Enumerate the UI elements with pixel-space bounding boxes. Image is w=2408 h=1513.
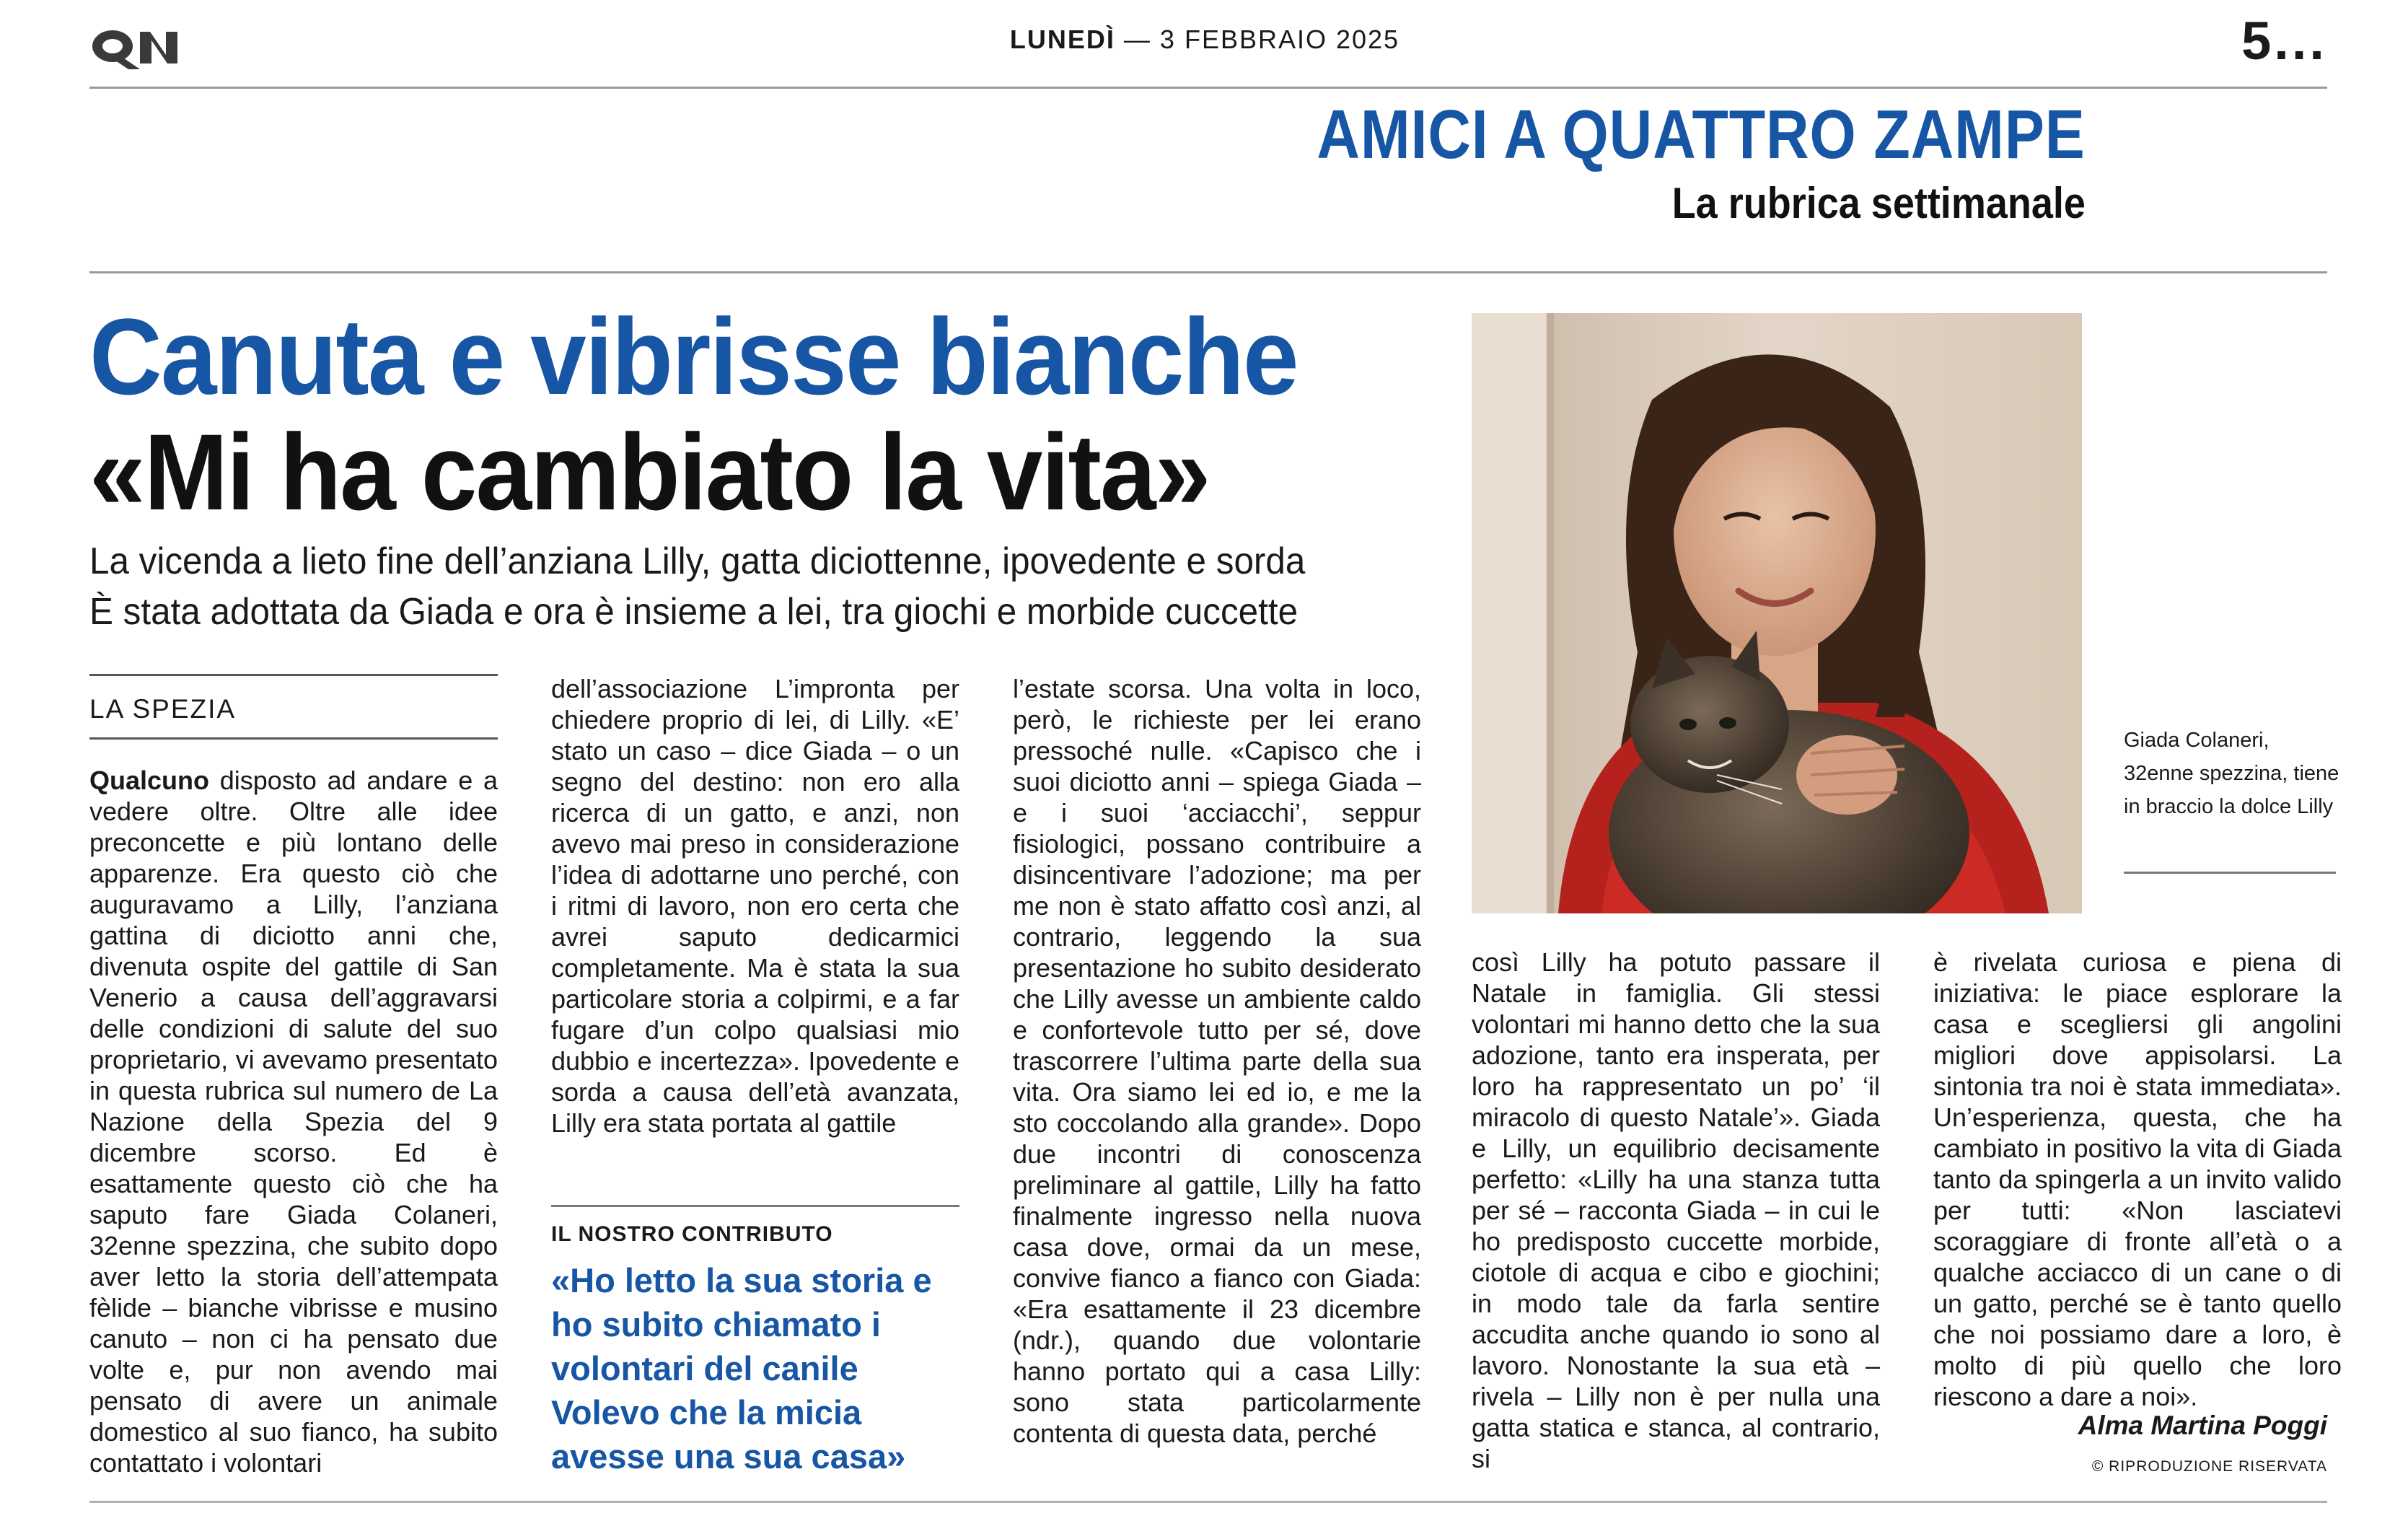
dateline-day: LUNEDÌ <box>1009 25 1115 54</box>
section-rule <box>89 271 2327 273</box>
article-column-5: è rivelata curiosa e piena di iniziativa: le piace esplorare la casa e scegliersi gli angolini migliori dove appisolarsi. La sintonia tra noi è stata immediata». Un’esperienza, questa, che ha cambiato in positivo la vita di Giada tanto da spingerla a un invito valido per tutti: «Non lasciatevi scoraggiare di fronte all’età o a qualche acciacco di un cane o di un gatto, perché se è tanto quello che noi possiamo dare a loro, è molto di più quello che loro riescono a dare a noi». <box>1933 947 2342 1411</box>
lead-word: Qualcuno <box>89 766 210 795</box>
dateline-location: LA SPEZIA <box>89 694 237 724</box>
pull-quote: «Ho letto la sua storia e ho subito chiamato i volontari del canile Volevo che la micia avesse una sua casa» <box>551 1261 932 1475</box>
dateline <box>721 25 1688 55</box>
newspaper-logo <box>89 25 183 71</box>
caption-rule <box>2124 872 2336 874</box>
deck-line-1: La vicenda a lieto fine dell’anziana Lilly, gatta diciottenne, ipovedente e sorda <box>89 540 1306 582</box>
column-rule <box>89 674 498 676</box>
contributo-label: IL NOSTRO CONTRIBUTO <box>551 1222 833 1246</box>
headline-line-2: «Mi ha cambiato la vita» <box>89 411 1210 532</box>
headline-line-1: Canuta e vibrisse bianche <box>89 296 1298 417</box>
copyright-notice: © RIPRODUZIONE RISERVATA <box>2091 1458 2327 1475</box>
header-rule <box>89 87 2327 89</box>
article-photo <box>1472 313 2082 913</box>
column-1-text: disposto ad andare e a vedere oltre. Oltre alle idee preconcette e più lontano delle apparenze. Era questo ciò che auguravamo a Lilly, l’anziana gattina di diciotto anni che, divenuta ospite del gattile di San Venerio a causa dell’aggravarsi delle condizioni di salute del suo proprietario, vi avevamo presentato in questa rubrica sul numero de La Nazione della Spezia del 9 dicembre scorso. Ed è esattamente questo ciò che ha saputo fare Giada Colaneri, 32enne spezzina, che subito dopo aver letto la storia dell’attempata fèlide – bianche vibrisse e musino canuto – non ci ha pensato due volte e, pur non avendo mai pensato di avere un animale domestico al suo fianco, ha subito contattato i volontari <box>89 766 498 1478</box>
author-signature: Alma Martina Poggi <box>2078 1411 2327 1440</box>
deck-line-2: È stata adottata da Giada e ora è insieme a lei, tra giochi e morbide cuccette <box>89 591 1299 633</box>
dateline-date: — 3 FEBBRAIO 2025 <box>1123 25 1400 54</box>
column-rule <box>551 1205 959 1207</box>
footer-rule <box>89 1501 2327 1503</box>
article-column-3: l’estate scorsa. Una volta in loco, però, le richieste per lei erano pressoché nulle. «Capisco che i suoi diciotto anni – spiega Giada – e i suoi ‘acciacchi’, seppur fisiologici, possano contribuire a disincentivare l’adozione; ma per me non è stato affatto così anzi, al contrario, leggendo la sua presentazione ho subito desiderato che Lilly avesse un ambiente caldo e confortevole tutto per sé, dove trascorrere l’ultima parte della sua vita. Ora siamo lei ed io, e me la sto coccolando alla grande». Dopo due incontri di conoscenza preliminare al gattile, Lilly ha fatto finalmente ingresso nella nuova casa dove, ormai da un mese, convive fianco a fianco con Giada: «Era esattamente il 23 dicembre (ndr.), quando due volontarie hanno portato qui a casa Lilly: sono stata particolarmente contenta di questa data, perché <box>1013 674 1421 1448</box>
section-title: AMICI A QUATTRO ZAMPE <box>1317 96 2086 173</box>
article-column-1 <box>89 765 498 1478</box>
page-number: 5... <box>2241 11 2327 71</box>
column-rule <box>89 737 498 740</box>
section-subtitle: La rubrica settimanale <box>1671 179 2086 227</box>
article-column-2: dell’associazione L’impronta per chiedere proprio di lei, di Lilly. «E’ stato un caso – dice Giada – o un segno del destino: non ero alla ricerca di un gatto, e anzi, non avevo mai preso in considerazione l’idea di adottarne uno perché, con i ritmi di lavoro, non ero certa che avrei saputo dedicarmici completamente. Ma è stata la sua particolare storia a colpirmi, e a far fugare d’un colpo qualsiasi mio dubbio e incertezza». Ipovedente e sorda a causa dell’età avanzata, Lilly era stata portata al gattile <box>551 674 959 1138</box>
photo-caption: Giada Colaneri, 32enne spezzina, tiene in braccio la dolce Lilly <box>2124 729 2339 818</box>
article-column-4: così Lilly ha potuto passare il Natale in famiglia. Gli stessi volontari mi hanno detto che la sua adozione, tanto era insperata, per loro ha rappresentato un po’ ‘il miracolo di questo Natale’». Giada e Lilly, un equilibrio decisamente perfetto: «Lilly ha una stanza tutta per sé – racconta Giada – in cui le ho predisposto cuccette morbide, ciotole di acqua e cibo e giochini; in modo tale da farla sentire accudita anche quando io sono al lavoro. Nonostante la sua età – rivela – Lilly non è per nulla una gatta statica e stanca, al contrario, si <box>1472 947 1880 1473</box>
